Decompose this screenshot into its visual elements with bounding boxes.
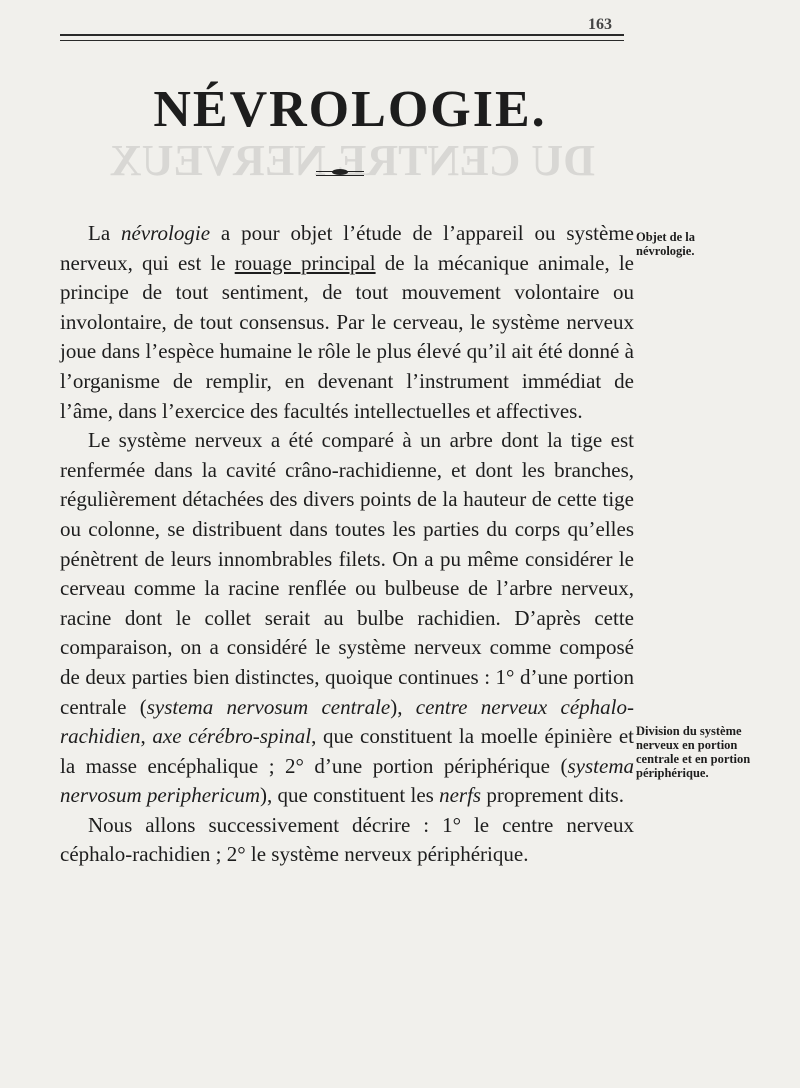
- paragraph: [60, 811, 634, 870]
- text-run: ), que constituent les: [260, 783, 440, 808]
- title-ornament: [316, 171, 364, 176]
- page-title: NÉVROLOGIE.: [153, 81, 547, 138]
- text-run: ,: [140, 724, 153, 749]
- italic-term: systema nervosum periphericum: [60, 753, 634, 808]
- italic-term: axe cérébro-spinal: [152, 724, 312, 749]
- italic-term: centre nerveux céphalo-rachidien: [60, 694, 634, 749]
- text-run: de la mécanique animale, le principe de tout sentiment, de tout mouvement volontaire ou involontaire, de tout consensus. Par le cerveau, le système nerveux joue dans l’espèce humaine le rôle le plus élevé qu’il ait été donné à l’organisme de remplir, en devenant l’instrument immédiat de l’âme, dans l’exercice des facultés intellectuelles et affectives.: [60, 250, 634, 423]
- paragraph: [60, 219, 634, 426]
- paragraph: [60, 426, 634, 811]
- text-run: ),: [390, 694, 416, 719]
- text-run: La: [88, 221, 122, 245]
- text-run: rouage principal: [234, 250, 376, 275]
- text-run: a pour objet l’étude de l’appareil ou système nerveux, qui est le: [60, 221, 634, 275]
- header-rule: [60, 34, 624, 41]
- text-run: Le système nerveux a été comparé à un arbre dont la tige est renfermée dans la cavité crâno-rachidienne, et dont les branches, régulièrement détachées des divers points de la hauteur de cette tige ou colonne, se distribuent dans toutes les parties du corps qu’elles pénètrent de leurs innombrables filets. On a pu même considérer le cerveau comme la racine renflée ou bulbeuse de l’arbre nerveux, racine dont le collet serait au bulbe rachidien. D’après cette comparaison, on a considéré le système nerveux comme composé de deux parties bien distinctes, quoique continues : 1° d’une portion centrale (: [60, 428, 634, 719]
- italic-term: névrologie: [121, 221, 211, 245]
- italic-term: nerfs: [439, 783, 482, 808]
- text-run: Nous allons successivement décrire : 1° le centre nerveux céphalo-rachidien ; 2° le système nerveux périphérique.: [60, 812, 634, 867]
- margin-note-objet: Objet de la névrologie.: [636, 230, 696, 258]
- margin-note-division: Division du système nerveux en portion centrale et en portion périphérique.: [636, 724, 751, 780]
- italic-term: systema nervosum centrale: [146, 694, 391, 719]
- page-number: 163: [588, 16, 612, 33]
- bleed-through-heading: DU CENTRE NERVEUX: [110, 136, 595, 185]
- body-text: [60, 219, 634, 870]
- text-run: , que constituent la moelle épinière et la masse encéphalique ; 2° d’une portion périphérique (: [60, 724, 634, 778]
- text-run: proprement dits.: [481, 783, 624, 808]
